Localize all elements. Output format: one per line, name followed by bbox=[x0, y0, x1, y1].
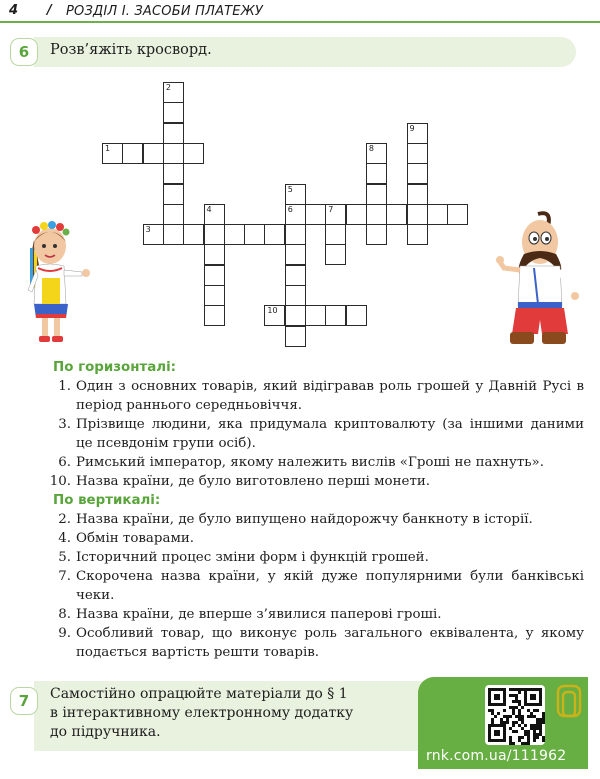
crossword-cell[interactable] bbox=[163, 143, 184, 164]
crossword-cell[interactable] bbox=[366, 224, 387, 245]
crossword-cell[interactable] bbox=[366, 184, 387, 205]
qr-code-icon[interactable] bbox=[485, 685, 545, 745]
crossword-cell[interactable] bbox=[163, 163, 184, 184]
task-7-text bbox=[50, 685, 420, 742]
crossword-cell[interactable] bbox=[204, 285, 225, 306]
clue-text: Назва країни, де було виготовлено перші монети. bbox=[76, 474, 431, 489]
header-separator: / bbox=[47, 3, 52, 18]
across-clues bbox=[44, 377, 584, 491]
crossword-cell[interactable] bbox=[285, 244, 306, 265]
crossword-cell-label: 9 bbox=[409, 123, 415, 133]
crossword-cell[interactable] bbox=[204, 265, 225, 286]
crossword-cell[interactable] bbox=[427, 204, 448, 225]
clue-number: 10. bbox=[49, 474, 71, 489]
girl-illustration bbox=[20, 218, 102, 352]
crossword-cell-label: 8 bbox=[368, 143, 374, 153]
crossword-cell[interactable] bbox=[285, 265, 306, 286]
cossack-illustration bbox=[494, 208, 580, 350]
clue-text: Скорочена назва країни, у якій дуже популярними були банківські чеки. bbox=[76, 569, 584, 603]
crossword-cell-label: 2 bbox=[165, 83, 171, 92]
crossword-cell[interactable] bbox=[285, 224, 306, 245]
crossword-cell-label: 5 bbox=[287, 184, 293, 194]
clue-number: 4. bbox=[58, 531, 71, 546]
across-heading: По горизонталі: bbox=[53, 360, 177, 375]
clue-text: Обмін товарами. bbox=[76, 531, 195, 546]
crossword-cell[interactable] bbox=[264, 224, 285, 245]
clue-number: 6. bbox=[58, 455, 71, 470]
crossword-cell[interactable] bbox=[325, 224, 346, 245]
crossword-cell[interactable] bbox=[346, 305, 367, 326]
task-7-number: 7 bbox=[10, 687, 38, 715]
chapter-title: РОЗДІЛ І. ЗАСОБИ ПЛАТЕЖУ bbox=[66, 4, 264, 19]
crossword-cell[interactable] bbox=[325, 244, 346, 265]
task-7-line-3: до підручника. bbox=[50, 724, 161, 740]
crossword-cell[interactable] bbox=[163, 123, 184, 144]
task-7-line-1: Самостійно опрацюйте матеріали до § 1 bbox=[50, 686, 348, 702]
crossword-cell[interactable] bbox=[183, 224, 204, 245]
crossword-cell-label: 3 bbox=[145, 225, 151, 235]
task-6-number: 6 bbox=[10, 38, 38, 66]
clue-down-2 bbox=[44, 510, 584, 529]
down-heading: По вертикалі: bbox=[53, 493, 161, 508]
clue-number: 9. bbox=[58, 626, 71, 641]
crossword-cell-label: 7 bbox=[328, 204, 334, 214]
task-6-text: Розв’яжіть кросворд. bbox=[50, 42, 212, 58]
clue-down-7 bbox=[44, 567, 584, 605]
page-header bbox=[0, 0, 600, 22]
crossword-cell[interactable] bbox=[285, 305, 306, 326]
clue-across-6 bbox=[44, 453, 584, 472]
crossword-cell[interactable] bbox=[386, 204, 407, 225]
crossword-cell[interactable] bbox=[325, 305, 346, 326]
crossword-cell[interactable] bbox=[163, 184, 184, 205]
crossword-cell-label: 1 bbox=[105, 143, 111, 153]
clue-across-10 bbox=[44, 472, 584, 491]
clue-across-1 bbox=[44, 377, 584, 415]
task-6-banner bbox=[18, 37, 576, 67]
qr-link[interactable]: rnk.com.ua/111962 bbox=[426, 748, 567, 764]
crossword-cell[interactable] bbox=[346, 204, 367, 225]
crossword-cell[interactable] bbox=[285, 285, 306, 306]
crossword-cell[interactable] bbox=[285, 326, 306, 347]
crossword-cell-label: 6 bbox=[287, 204, 293, 214]
clue-across-3 bbox=[44, 415, 584, 453]
clue-text: Назва країни, де вперше з’явилися паперові гроші. bbox=[76, 607, 442, 622]
crossword-cell[interactable] bbox=[163, 204, 184, 225]
crossword-cell[interactable] bbox=[143, 143, 164, 164]
clue-text: Назва країни, де було випущено найдорожчу банкноту в історії. bbox=[76, 512, 533, 527]
crossword-cell[interactable] bbox=[407, 204, 428, 225]
crossword-cell[interactable] bbox=[366, 163, 387, 184]
down-clues bbox=[44, 510, 584, 662]
crossword-cell[interactable] bbox=[305, 305, 326, 326]
clue-text: Прізвище людини, яка придумала криптовалюту (за іншими даними це псевдонім групи осіб). bbox=[76, 417, 584, 451]
clue-number: 3. bbox=[58, 417, 71, 432]
clue-number: 8. bbox=[58, 607, 71, 622]
clue-text: Один з основних товарів, який відігравав роль грошей у Давній Русі в період раннього середньовіччя. bbox=[76, 379, 584, 413]
clue-text: Історичний процес зміни форм і функцій грошей. bbox=[76, 550, 429, 565]
crossword-cell[interactable] bbox=[244, 224, 265, 245]
crossword-cell[interactable] bbox=[183, 143, 204, 164]
crossword-cell[interactable] bbox=[204, 305, 225, 326]
clue-down-4 bbox=[44, 529, 584, 548]
crossword-cell[interactable] bbox=[407, 224, 428, 245]
page-number: 4 bbox=[9, 3, 19, 18]
clue-text: Особливий товар, що виконує роль загального еквівалента, у якому подається вартість решти товарів. bbox=[76, 626, 584, 660]
clue-number: 7. bbox=[58, 569, 71, 584]
crossword-cell[interactable] bbox=[204, 224, 225, 245]
task-7-line-2: в інтерактивному електронному додатку bbox=[50, 705, 354, 721]
clue-down-8 bbox=[44, 605, 584, 624]
crossword-cell[interactable] bbox=[224, 224, 245, 245]
crossword-cell[interactable] bbox=[122, 143, 143, 164]
clue-number: 1. bbox=[58, 379, 71, 394]
task-7-banner bbox=[18, 681, 434, 751]
crossword-cell[interactable] bbox=[407, 143, 428, 164]
clue-text: Римський імператор, якому належить вислів «Гроші не пахнуть». bbox=[76, 455, 544, 470]
paper-clip-icon bbox=[556, 684, 582, 720]
crossword-cell[interactable] bbox=[204, 244, 225, 265]
clue-number: 5. bbox=[58, 550, 71, 565]
clue-number: 2. bbox=[58, 512, 71, 527]
clue-down-5 bbox=[44, 548, 584, 567]
crossword-cell[interactable] bbox=[407, 184, 428, 205]
crossword-cell-label: 4 bbox=[206, 204, 212, 214]
crossword-cell[interactable] bbox=[447, 204, 468, 225]
crossword-cell[interactable] bbox=[305, 204, 326, 225]
crossword-cell[interactable] bbox=[407, 163, 428, 184]
crossword-cell[interactable] bbox=[163, 102, 184, 123]
crossword-cell[interactable] bbox=[163, 224, 184, 245]
clue-down-9 bbox=[44, 624, 584, 662]
crossword-cell[interactable] bbox=[366, 204, 387, 225]
crossword-cell-label: 10 bbox=[267, 306, 278, 316]
clues-block bbox=[44, 358, 584, 662]
header-rule bbox=[0, 21, 600, 23]
